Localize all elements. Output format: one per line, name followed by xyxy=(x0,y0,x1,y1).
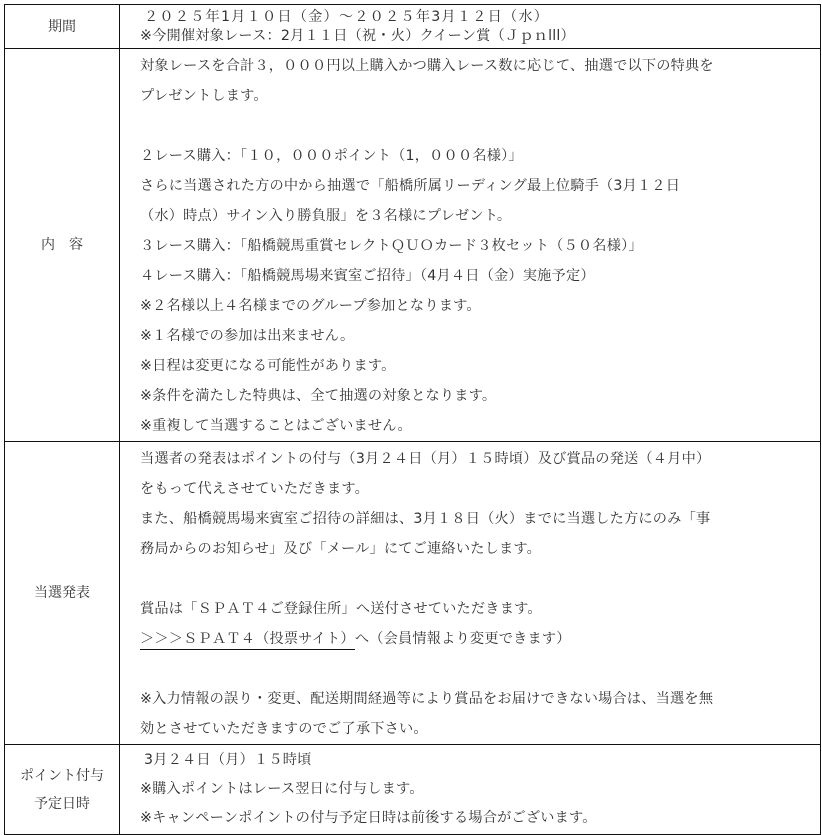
announcement-line: をもって代えさせていただきます。 xyxy=(140,481,370,497)
announcement-label: 当選発表 xyxy=(5,442,120,745)
announcement-line: 当選者の発表はポイントの付与（3月２４日（月）１５時頃）及び賞品の発送（４月中） xyxy=(140,451,711,467)
announcement-line: 務局からのお知らせ」及び「メール」にてご連絡いたします。 xyxy=(140,541,542,557)
content-note: ※日程は変更になる可能性があります。 xyxy=(140,358,396,374)
row-points-schedule xyxy=(5,745,821,835)
row-period xyxy=(5,5,821,49)
campaign-info-table xyxy=(4,4,821,835)
row-announcement xyxy=(5,442,821,745)
content-note: ※重複して当選することはございません。 xyxy=(140,418,412,434)
points-note: ※購入ポイントはレース翌日に付与します。 xyxy=(140,781,424,797)
announcement-body xyxy=(120,442,821,745)
period-label: 期間 xyxy=(5,5,120,49)
spat4-voting-site-link[interactable]: ＞＞＞ＳＰＡＴ４（投票サイト） xyxy=(140,631,355,650)
content-line: ２レース購入：「１０，０００ポイント（1，０００名様）」 xyxy=(140,148,523,164)
period-target-race: ※今開催対象レース：2月１１日（祝・火）クイーン賞（Ｊｐｎlll） xyxy=(140,27,575,44)
announcement-blank-line xyxy=(140,654,816,684)
points-label-line: 予定日時 xyxy=(34,795,90,812)
points-label xyxy=(5,745,120,835)
points-label-line: ポイント付与 xyxy=(20,767,104,784)
period-body xyxy=(120,5,821,49)
content-line: ３レース購入：「船橋競馬重賞セレクトＱＵＯカード３枚セット（５０名様）」 xyxy=(140,238,643,254)
announcement-note: ※入力情報の誤り・変更、配送期間経過等により賞品をお届けできない場合は、当選を無 xyxy=(140,691,714,707)
content-line: プレゼントします。 xyxy=(140,88,268,104)
spat4-link-line xyxy=(140,624,816,654)
points-datetime: 3月２４日（月）１５時頃 xyxy=(144,752,312,768)
content-note: ※２名様以上４名様までのグループ参加となります。 xyxy=(140,298,481,314)
content-note: ※条件を満たした特典は、全て抽選の対象となります。 xyxy=(140,388,497,404)
row-content xyxy=(5,49,821,442)
content-body xyxy=(120,49,821,442)
content-line: （水）時点）サイン入り勝負服」を３名様にプレゼント。 xyxy=(140,208,512,224)
points-body xyxy=(120,745,821,835)
content-note: ※１名様での参加は出来ません。 xyxy=(140,328,355,344)
announcement-blank-line xyxy=(140,564,816,594)
spat4-link-suffix: へ（会員情報より変更できます） xyxy=(354,631,571,647)
period-dates: ２０２５年1月１０日（金）～２０２５年3月１２日（水） xyxy=(144,8,550,25)
content-line: ４レース購入：「船橋競馬場来賓室ご招待」（4月４日（金）実施予定） xyxy=(140,268,595,284)
content-line: さらに当選された方の中から抽選で「船橋所属リーディング最上位騎手（3月１２日 xyxy=(140,178,681,194)
announcement-line: 賞品は「ＳＰＡＴ４ご登録住所」へ送付させていただきます。 xyxy=(140,601,542,617)
content-blank-line xyxy=(140,111,816,141)
content-label: 内 容 xyxy=(5,49,120,442)
points-note: ※キャンペーンポイントの付与予定日時は前後する場合がございます。 xyxy=(140,810,597,826)
announcement-line: また、船橋競馬場来賓室ご招待の詳細は、3月１８日（火）までに当選した方にのみ「事 xyxy=(140,511,711,527)
content-line: 対象レースを合計３，０００円以上購入かつ購入レース数に応じて、抽選で以下の特典を xyxy=(140,58,714,74)
announcement-note: 効とさせていただきますのでご了承下さい。 xyxy=(140,721,428,737)
